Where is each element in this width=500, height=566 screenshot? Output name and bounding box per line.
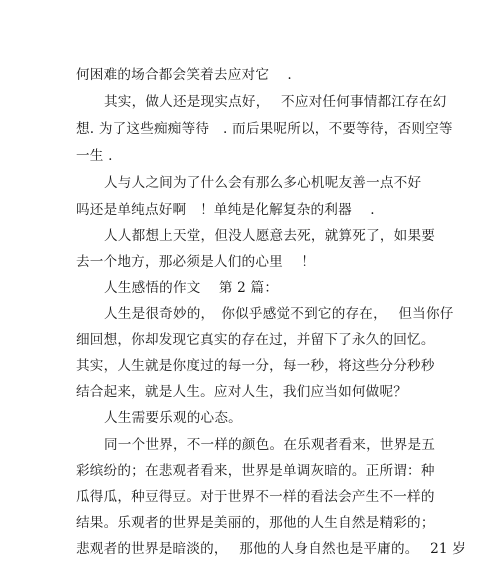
text-line-5: 人与人之间为了什么会有那么多心机呢友善一点不好: [104, 175, 422, 191]
section-heading: 人生感悟的作文 第 2 篇：: [104, 280, 279, 296]
text-line-15: 同一个世界，不一样的颜色。在乐观者看来，世界是五: [104, 437, 436, 453]
text-line-17: 瓜得瓜，种豆得豆。对于世界不一样的看法会产生不一样的: [76, 489, 435, 505]
text-line-18: 结果。乐观者的世界是美丽的，那他的人生自然是精彩的；: [76, 515, 435, 531]
text-line-11: 细回想，你却发现它真实的存在过，并留下了永久的回忆。: [76, 332, 435, 348]
text-line-4: 一生 .: [76, 148, 113, 164]
text-line-2: 其实，做人还是现实点好， 不应对任何事情都江存在幻: [104, 94, 447, 110]
text-line-12: 其实，人生就是你度过的每一分，每一秒，将这些分分秒秒: [76, 358, 435, 374]
text-line-10: 人生是很奇妙的， 你似乎感觉不到它的存在， 但当你仔: [104, 306, 454, 322]
text-line-8: 去一个地方，那必须是人们的心里 ！: [76, 254, 316, 270]
text-line-3: 想. 为了这些痴痴等待 . 而后果呢所以，不要等待，否则空等: [76, 121, 453, 137]
text-line-16: 彩缤纷的；在悲观者看来，世界是单调灰暗的。正所谓：种: [76, 463, 435, 479]
text-line-13: 结合起来，就是人生。应对人生，我们应当如何做呢？: [76, 384, 408, 400]
text-line-19: 悲观者的世界是暗淡的， 那他的人身自然也是平庸的。 21 岁: [76, 541, 467, 557]
text-line-14: 人生需要乐观的心态。: [104, 410, 242, 426]
text-line-7: 人人都想上天堂，但没人愿意去死，就算死了，如果要: [104, 228, 436, 244]
text-line-6: 吗还是单纯点好啊 ！单纯是化解复杂的利器 .: [76, 202, 375, 218]
text-line-1: 何困难的场合都会笑着去应对它 .: [76, 67, 292, 83]
